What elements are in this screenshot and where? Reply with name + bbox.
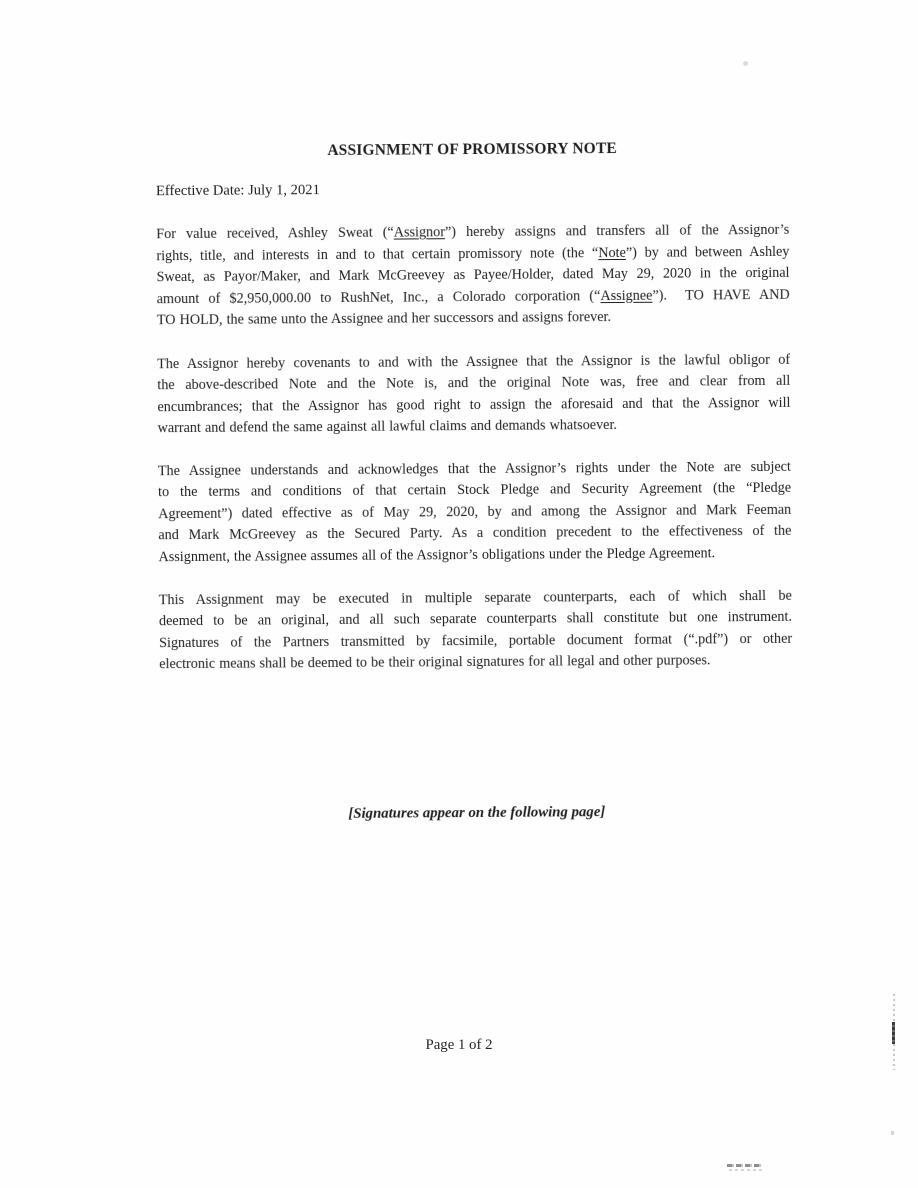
paragraph-pledge-agreement (158, 456, 792, 568)
scan-artifact-corner-dashes-light (729, 1169, 763, 1171)
scan-artifact-edge-dark-segment (892, 1022, 895, 1044)
scan-speck-top-right (743, 61, 748, 66)
scan-speck-right-edge (891, 1131, 894, 1135)
text-run: the above-described Note and the Note is, and the original Note was, free and clear from all (157, 372, 791, 394)
text-run: Assignment, the Assignee assumes all of the Assignor’s obligations under the Pledge Agreement. (158, 544, 716, 565)
underlined-defined-term: Assignee (600, 287, 653, 304)
text-run: The Assignee understands and acknowledges that the Assignor’s rights under the Note are subject (157, 458, 791, 479)
text-run: Sweat, as Payor/Maker, and Mark McGreevey as Payee/Holder, dated May 29, 2020 in the original (156, 264, 790, 286)
text-run: rights, title, and interests in and to that certain promissory note (the “ (156, 244, 599, 264)
effective-date-line: Effective Date: July 1, 2021 (155, 182, 320, 200)
paragraph-assignment (156, 220, 790, 332)
text-run: and Mark McGreevey as the Secured Party. As a condition precedent to the effectiveness of the (158, 522, 792, 544)
text-run: deemed to be an original, and all such separate counterparts shall constitute but one instrument. (158, 608, 793, 630)
doc-line (157, 306, 790, 332)
text-run: This Assignment may be executed in multiple separate counterparts, each of which shall be (158, 587, 792, 608)
underlined-defined-term: Note (598, 244, 626, 261)
doc-line (158, 542, 791, 568)
text-run: Agreement”) dated effective as of May 29, 2020, by and among the Assignor and Mark Feeman (158, 501, 792, 522)
paragraph-counterparts (159, 585, 793, 675)
text-run: ”) hereby assigns and transfers all of the Assignor’s (444, 221, 790, 241)
doc-line (157, 284, 790, 310)
text-run: to the terms and conditions of that certain Stock Pledge and Security Agreement (the “Pledge (158, 479, 792, 501)
text-run: amount of $2,950,000.00 to RushNet, Inc., a Colorado corporation (“ (156, 287, 601, 307)
doc-line (157, 392, 790, 418)
paragraph-covenants (157, 349, 791, 439)
text-run: ”) by and between Ashley (625, 243, 790, 261)
text-run: For value received, Ashley Sweat (“ (156, 224, 394, 243)
text-run: TO HOLD, the same unto the Assignee and her successors and assigns forever. (156, 309, 612, 329)
document-body (156, 139, 794, 825)
doc-line (159, 650, 792, 676)
page-number-footer: Page 1 of 2 (425, 1037, 493, 1053)
signatures-following-page-note: [Signatures appear on the following page] (348, 803, 606, 822)
scan-artifact-corner-dashes (727, 1164, 763, 1167)
underlined-defined-term: Assignor (393, 224, 446, 241)
text-run: ”). TO HAVE AND (652, 286, 790, 304)
text-run: The Assignor hereby covenants to and with the Assignee that the Assignor is the lawful obligor of (157, 351, 791, 372)
text-run: Signatures of the Partners transmitted by facsimile, portable document format (“.pdf”) or other (159, 630, 793, 651)
text-run: encumbrances; that the Assignor has good right to assign the aforesaid and that the Assignor will (157, 394, 791, 415)
document-title: ASSIGNMENT OF PROMISSORY NOTE (327, 139, 618, 160)
doc-line (158, 414, 791, 440)
text-run: warrant and defend the same against all lawful claims and demands whatsoever. (157, 417, 618, 437)
text-run: electronic means shall be deemed to be their original signatures for all legal and other purposes. (159, 652, 711, 673)
